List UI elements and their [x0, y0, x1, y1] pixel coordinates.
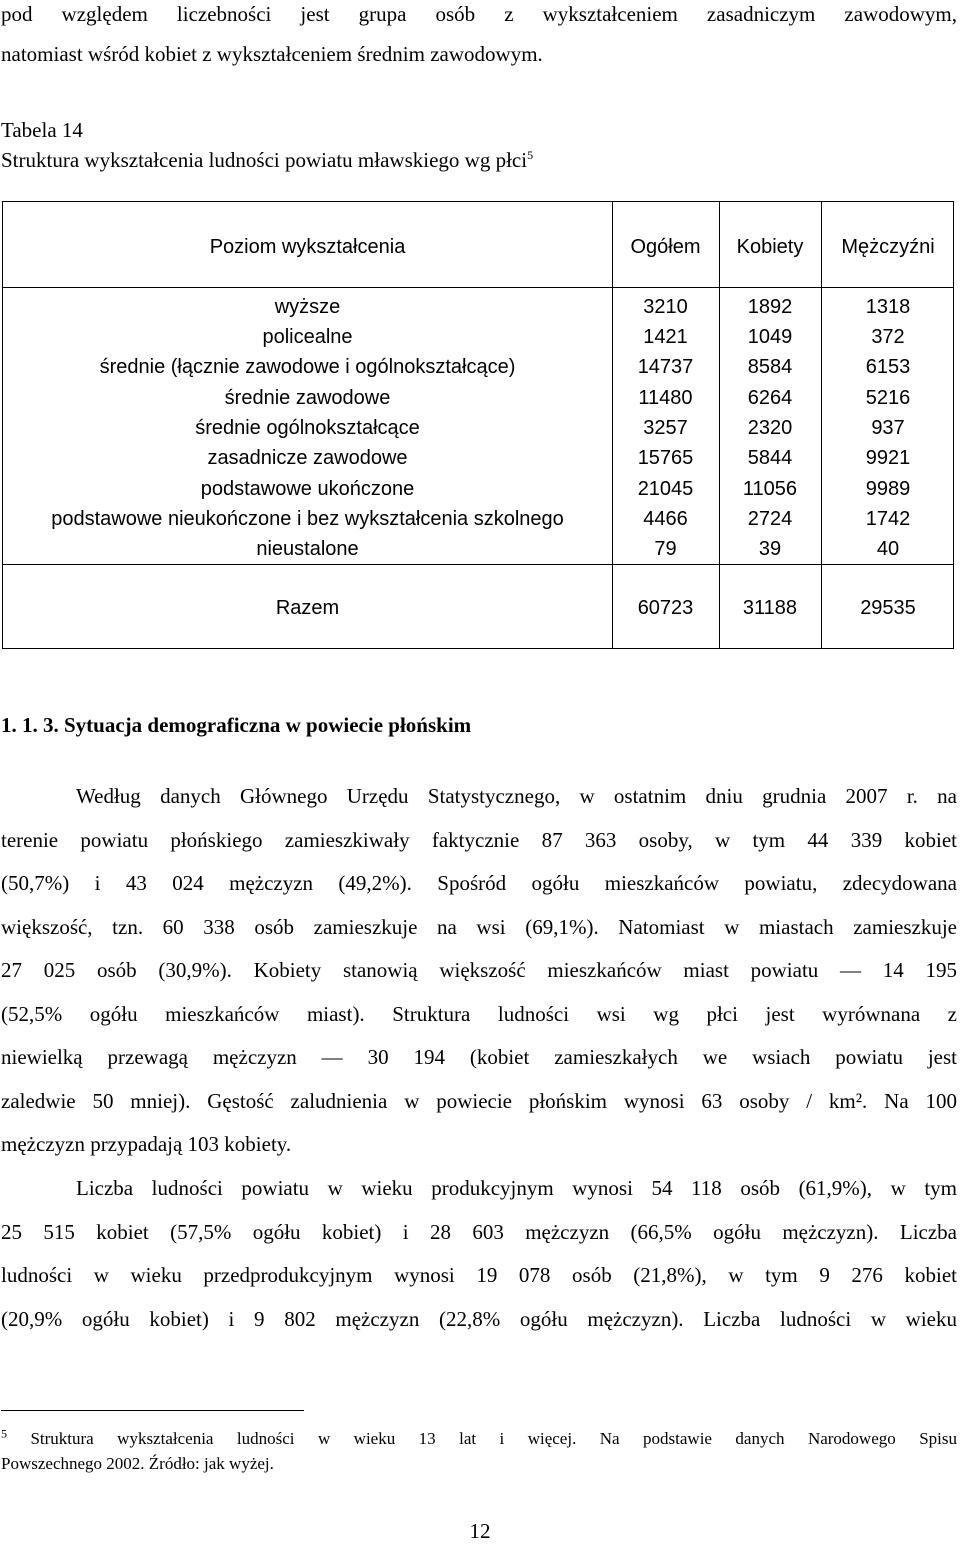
row-label: nieustalone — [256, 538, 359, 560]
paragraph-line: terenie powiatu płońskiego zamieszkiwały faktycznie 87 363 osoby, w tym 44 339 kobiet — [1, 828, 957, 852]
total-all: 60723 — [637, 597, 694, 619]
row-label: policealne — [262, 326, 353, 348]
footnote-ref: 5 — [527, 148, 534, 162]
paragraph-line: ludności w wieku przedprodukcyjnym wynosi 19 078 osób (21,8%), w tym 9 276 kobiet — [1, 1263, 957, 1287]
cell-men: 40 — [876, 538, 900, 560]
cell-total: 1421 — [643, 326, 688, 348]
cell-men: 1318 — [865, 296, 911, 318]
cell-women: 39 — [758, 538, 782, 560]
row-label: średnie ogólnokształcące — [195, 417, 420, 439]
cell-women: 2320 — [747, 417, 793, 439]
body-text-line: pod względem liczebności jest grupa osób z wykształceniem zasadniczym zawodowym, — [1, 2, 957, 26]
page-number: 12 — [469, 1519, 491, 1543]
column-header: Kobiety — [736, 236, 804, 258]
paragraph-line: (50,7%) i 43 024 mężczyzn (49,2%). Spośród ogółu mieszkańców powiatu, zdecydowana — [1, 871, 957, 895]
footnote-line — [1, 1426, 957, 1448]
paragraph-line: Według danych Głównego Urzędu Statystycznego, w ostatnim dniu grudnia 2007 r. na — [76, 784, 957, 808]
footnote-text: Struktura wykształcenia ludności w wieku 13 lat i więcej. Na podstawie danych Narodowego Spisu — [30, 1429, 957, 1448]
cell-total: 4466 — [643, 508, 688, 530]
paragraph-line: 27 025 osób (30,9%). Kobiety stanowią większość mieszkańców miast powiatu — 14 195 — [1, 958, 957, 982]
total-women: 31188 — [742, 597, 798, 619]
cell-women: 5844 — [747, 447, 793, 469]
cell-men: 1742 — [865, 508, 911, 530]
column-header: Mężczyźni — [841, 236, 935, 258]
header-divider — [3, 287, 953, 288]
row-label: średnie (łącznie zawodowe i ogólnokształcące) — [99, 356, 516, 378]
paragraph-line: (20,9% ogółu kobiet) i 9 802 mężczyzn (22,8% ogółu mężczyzn). Liczba ludności w wieku — [1, 1307, 957, 1331]
cell-total: 15765 — [637, 447, 694, 469]
cell-men: 372 — [871, 326, 905, 348]
row-label: średnie zawodowe — [224, 387, 391, 409]
cell-women: 2724 — [747, 508, 793, 530]
cell-men: 9989 — [865, 478, 911, 500]
paragraph-line: 25 515 kobiet (57,5% ogółu kobiet) i 28 603 mężczyzn (66,5% ogółu mężczyzn). Liczba — [1, 1220, 957, 1244]
cell-women: 6264 — [747, 387, 793, 409]
total-men: 29535 — [860, 597, 916, 619]
footnote-number: 5 — [1, 1426, 7, 1441]
paragraph-line: większość, tzn. 60 338 osób zamieszkuje na wsi (69,1%). Natomiast w miastach zamieszkuje — [1, 915, 957, 939]
column-header: Ogółem — [630, 236, 701, 258]
table-title-text: Struktura wykształcenia ludności powiatu mławskiego wg płci — [1, 148, 528, 172]
cell-women: 1049 — [747, 326, 793, 348]
paragraph-line: (52,5% ogółu mieszkańców miast). Struktura ludności wsi wg płci jest wyrównana z — [1, 1002, 957, 1026]
cell-total: 21045 — [637, 478, 694, 500]
paragraph-line: Liczba ludności powiatu w wieku produkcyjnym wynosi 54 118 osób (61,9%), w tym — [76, 1176, 957, 1200]
cell-women: 8584 — [747, 356, 793, 378]
cell-women: 1892 — [747, 296, 793, 318]
cell-total: 3210 — [643, 296, 688, 318]
cell-total: 3257 — [643, 417, 688, 439]
cell-men: 9921 — [865, 447, 911, 469]
body-text-line: natomiast wśród kobiet z wykształceniem średnim zawodowym. — [1, 42, 543, 66]
cell-men: 5216 — [865, 387, 911, 409]
row-label: zasadnicze zawodowe — [207, 447, 408, 469]
row-label: wyższe — [274, 296, 341, 318]
table-label: Tabela 14 — [1, 118, 83, 142]
cell-women: 11056 — [742, 478, 798, 500]
paragraph-line: niewielką przewagą mężczyzn — 30 194 (kobiet zamieszkałych we wsiach powiatu jest — [1, 1045, 957, 1069]
paragraph-line: mężczyzn przypadają 103 kobiety. — [1, 1132, 292, 1156]
education-table — [2, 201, 954, 649]
total-label: Razem — [275, 597, 340, 619]
cell-men: 6153 — [865, 356, 911, 378]
row-label: podstawowe nieukończone i bez wykształcenia szkolnego — [51, 508, 564, 530]
paragraph-line: zaledwie 50 mniej). Gęstość zaludnienia w powiecie płońskim wynosi 63 osoby / km². Na 100 — [1, 1089, 957, 1113]
total-divider — [3, 564, 953, 565]
section-heading: 1. 1. 3. Sytuacja demograficzna w powiecie płońskim — [1, 713, 472, 737]
table-title — [1, 150, 533, 171]
cell-total: 14737 — [637, 356, 694, 378]
cell-total: 79 — [654, 538, 677, 560]
footnote-line: Powszechnego 2002. Źródło: jak wyżej. — [1, 1454, 274, 1473]
column-header: Poziom wykształcenia — [209, 236, 406, 258]
footnote-rule — [1, 1410, 304, 1411]
cell-total: 11480 — [638, 387, 693, 409]
row-label: podstawowe ukończone — [200, 478, 415, 500]
cell-men: 937 — [871, 417, 905, 439]
